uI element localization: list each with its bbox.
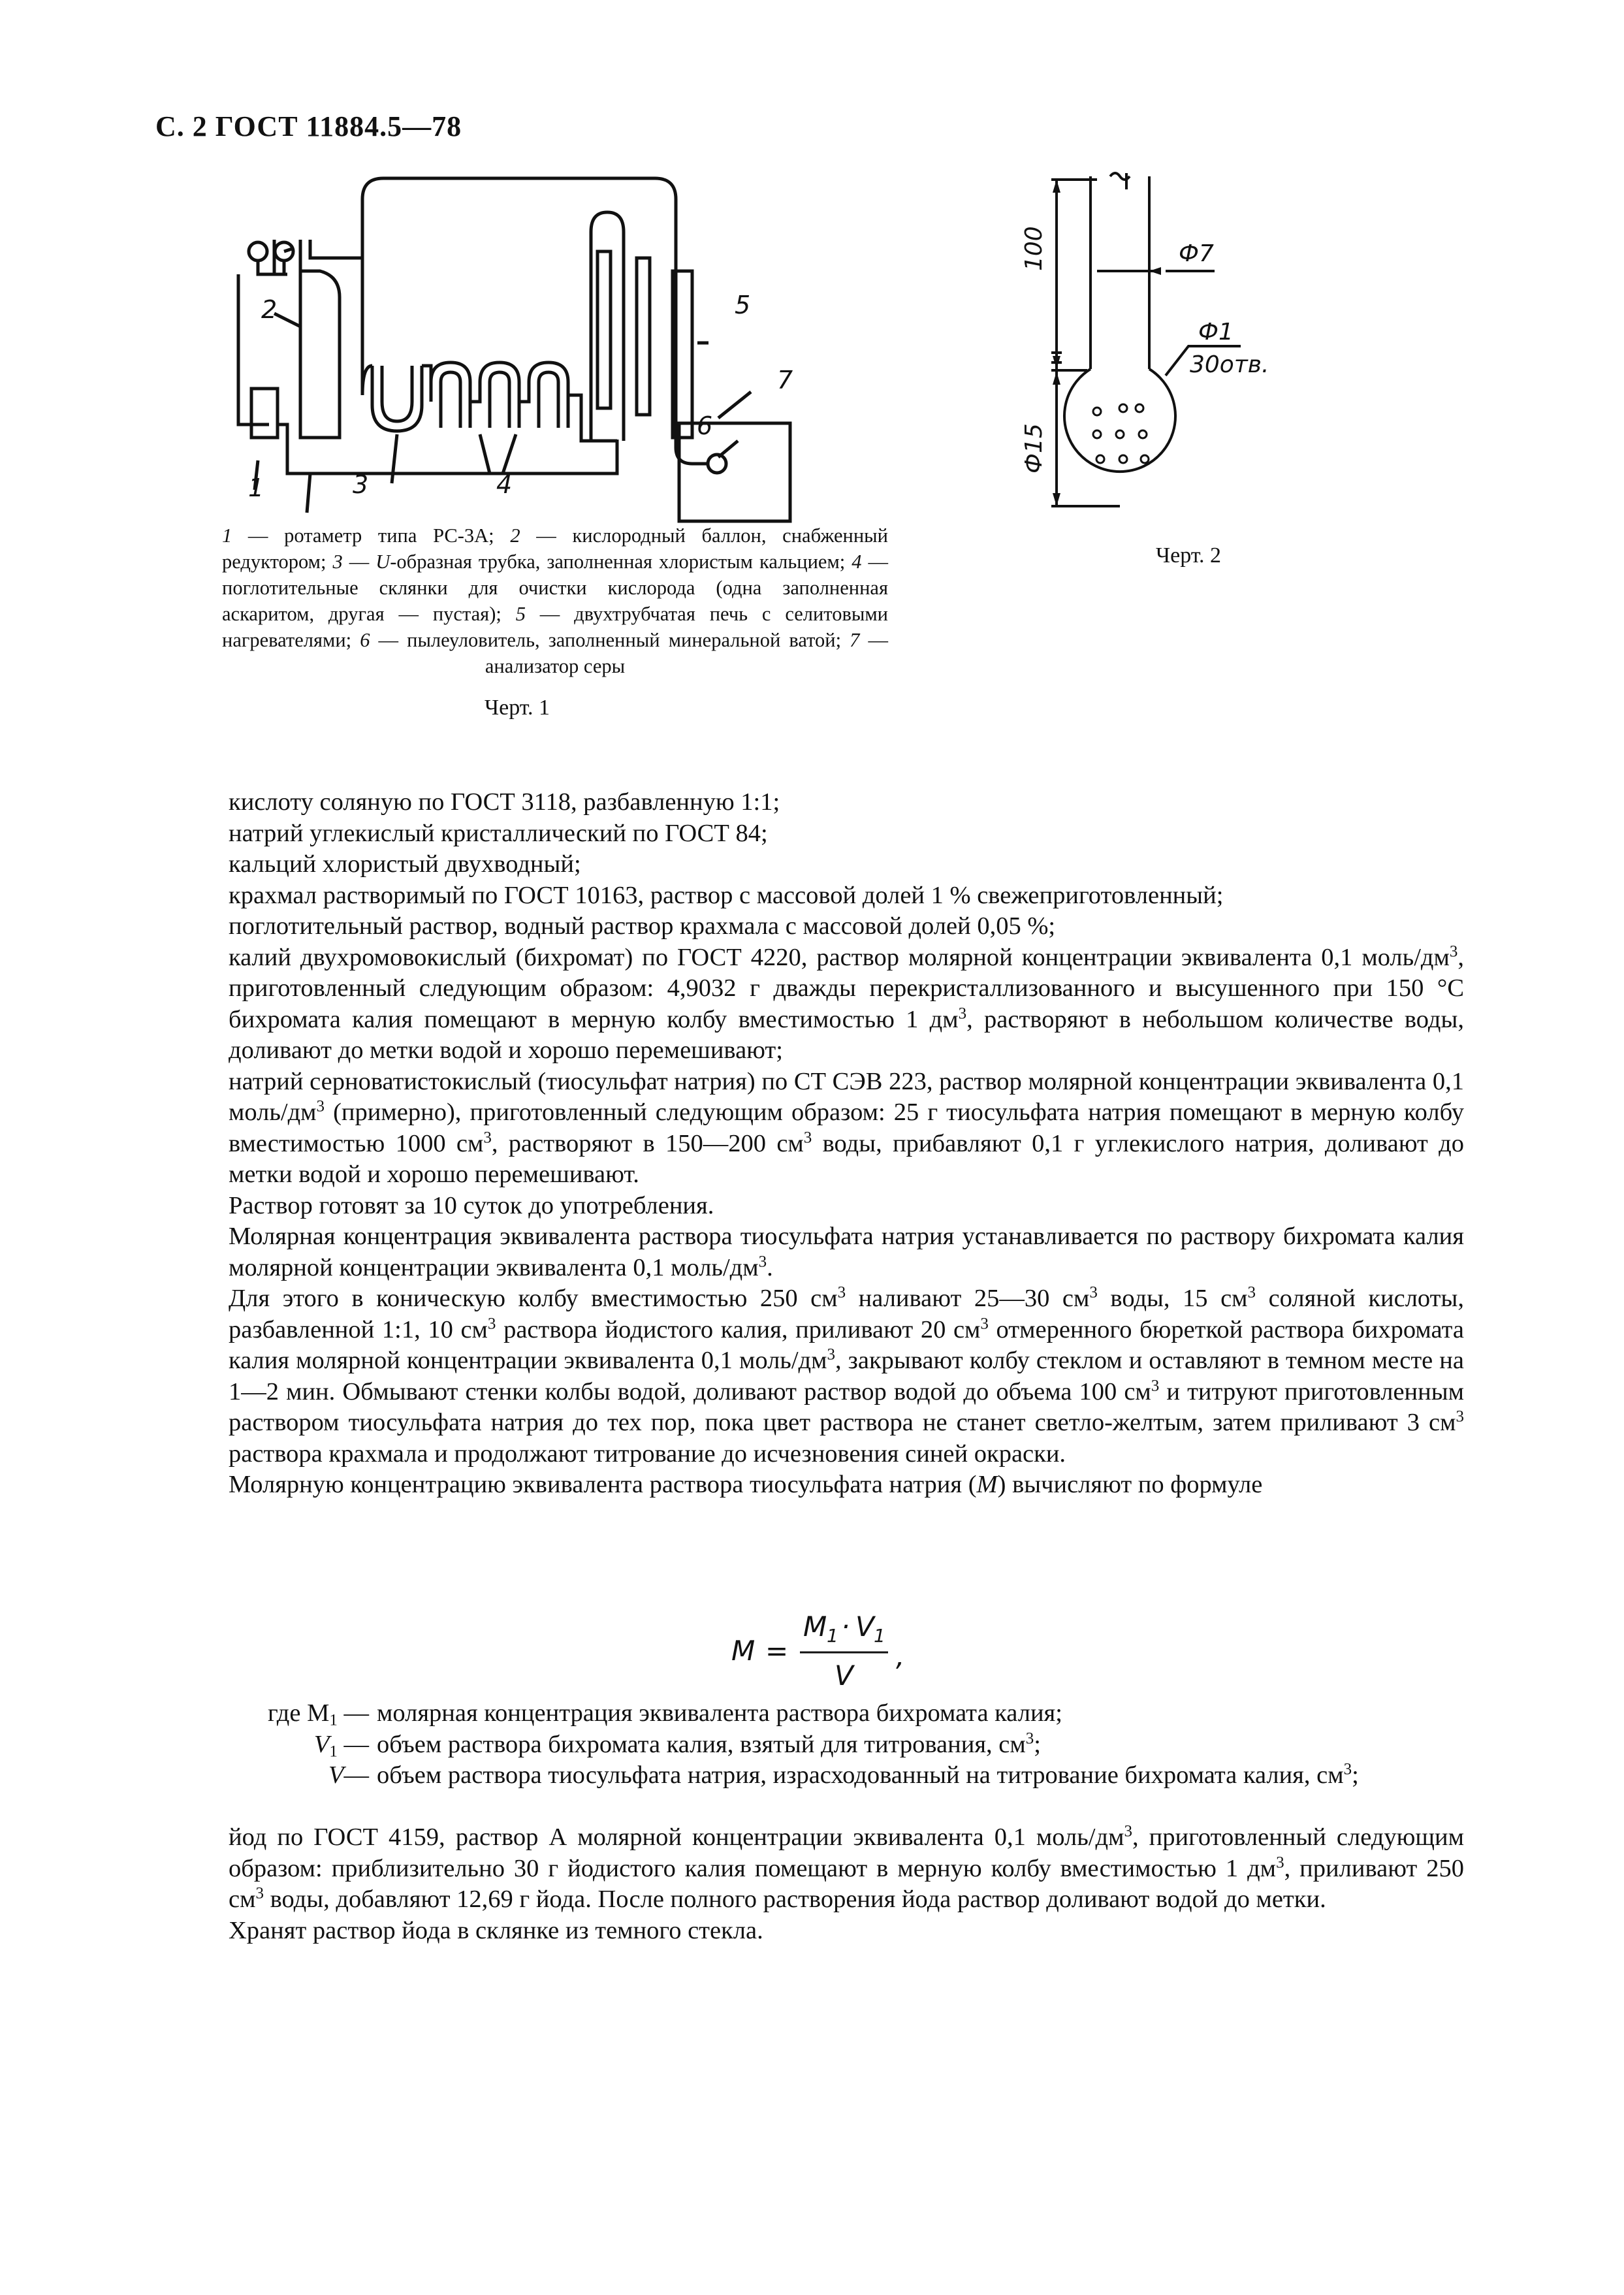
definition-row: где $M_1$ — молярная концентрация эквивалента раствора бихромата калия; [267, 1699, 1062, 1729]
figure-1-legend [222, 522, 888, 679]
legend-item-6: 6 — пылеуловитель, заполненный минеральной ватой; [360, 629, 850, 651]
legend-item-7: 7 — анализатор серы [485, 629, 889, 677]
fig2-length-label: 100 [1021, 226, 1047, 271]
formula-comma: , [896, 1640, 905, 1672]
legend-item-5: 5 — двухтрубчатая печь с селитовыми нагревателями; [222, 603, 889, 651]
fig2-hole-diameter-label: Ф1 [1198, 319, 1234, 345]
paragraph: Хранят раствор йода в склянке из темного стекла. [229, 1916, 763, 1944]
paragraph: кальций хлористый двухводный; [229, 850, 581, 878]
paragraph: натрий серноватистокислый (тиосульфат натрия) по СТ СЭВ 223, раствор молярной концентрации эквивалента 0,1 моль/$дм^3$ (примерно), приготовленный следующим образом: 25 г тиосульфата натрия помещают в мерную колбу вместимостью 1000 $см^3$, растворяют в 150—200 $см^3$ воды, прибавляют 0,1 г углекислого натрия, доливают до метки водой и хорошо перемешивают. [229, 1067, 1464, 1188]
legend-item-2: 2 — кислородный баллон, снабженный редуктором; [222, 524, 888, 573]
formula-num-m: M [803, 1611, 827, 1643]
legend-item-4: 4 — поглотительные склянки для очистки кислорода (одна заполненная аскаритом, другая — пустая); [222, 551, 889, 625]
formula-den: V [835, 1660, 853, 1692]
figure-2-tube-drawing [1006, 167, 1293, 532]
fig1-label-6: 6 [697, 411, 713, 440]
fig1-label-2: 2 [261, 295, 278, 324]
formula-dot: · [841, 1611, 850, 1643]
paragraph: кислоту соляную по ГОСТ 3118, разбавленную 1:1; [229, 788, 780, 816]
formula-definitions [232, 1698, 1464, 1791]
paragraph: Молярную концентрацию эквивалента раствора тиосульфата натрия (M) вычисляют по формуле [229, 1471, 1263, 1498]
figure-2-caption: Черт. 2 [1156, 543, 1222, 568]
paragraph: йод по ГОСТ 4159, раствор А молярной концентрации эквивалента 0,1 моль/$дм^3$, приготовленный следующим образом: приблизительно 30 г йодистого калия помещают в мерную колбу вместимостью 1 $дм^3$, приливают 250 $см^3$ воды, добавляют 12,69 г йода. После полного растворения йода раствор доливают водой до метки. [229, 1822, 1465, 1913]
formula-equals: = [765, 1635, 789, 1667]
definition-row: V— объем раствора тиосульфата натрия, израсходованный на титрование бихромата калия, $см^3$; [328, 1760, 1359, 1789]
paragraph: Для этого в коническую колбу вместимостью 250 $см^3$ наливают 25—30 $см^3$ воды, 15 $см^3$ соляной кислоты, разбавленной 1:1, 10 $см^3$ раствора йодистого калия, приливают 20 $см^3$ отмеренного бюреткой раствора бихромата калия молярной концентрации эквивалента 0,1 моль/$дм^3$, закрывают колбу стеклом и оставляют в темном месте на 1—2 мин. Обмывают стенки колбы водой, доливают раствор водой до объема 100 $см^3$ и титруют приготовленным раствором тиосульфата натрия до тех пор, пока цвет раствора не станет светло-желтым, затем приливают 3 $см^3$ раствора крахмала и продолжают титрование до исчезновения синей окраски. [229, 1283, 1464, 1468]
paragraph: крахмал растворимый по ГОСТ 10163, раствор с массовой долей 1 % свежеприготовленный; [229, 881, 1224, 909]
paragraph: поглотительный раствор, водный раствор крахмала с массовой долей 0,05 %; [229, 912, 1056, 940]
fig1-label-4: 4 [496, 470, 513, 499]
formula-num-vsub: 1 [874, 1625, 885, 1646]
definition-row: $V_1$ — объем раствора бихромата калия, взятый для титрования, $см^3$; [313, 1729, 1041, 1760]
main-text [229, 787, 1464, 1501]
paragraph: Раствор готовят за 10 суток до употребления. [229, 1191, 714, 1219]
page-header: С. 2 ГОСТ 11884.5—78 [155, 110, 462, 142]
main-text-continued [229, 1822, 1464, 1946]
fig2-tube-diameter-label: Ф7 [1179, 240, 1214, 267]
formula-num-msub: 1 [827, 1625, 838, 1646]
fig2-bulb-diameter-label: Ф15 [1021, 423, 1047, 473]
formula [725, 1600, 960, 1698]
figure-1-apparatus-diagram [222, 167, 810, 506]
paragraph: Молярная концентрация эквивалента раствора тиосульфата натрия устанавливается по раствору бихромата калия молярной концентрации эквивалента 0,1 моль/$дм^3$. [229, 1223, 1464, 1281]
paragraph: калий двухромовокислый (бихромат) по ГОСТ 4220, раствор молярной концентрации эквивалента 0,1 моль/$дм^3$, приготовленный следующим образом: 4,9032 г дважды перекристаллизованного и высушенного при 150 °С бихромата калия помещают в мерную колбу вместимостью 1 $дм^3$, растворяют в небольшом количестве воды, доливают до метки водой и хорошо перемешивают; [229, 942, 1464, 1064]
legend-item-1: 1 — ротаметр типа РС-3А; [222, 524, 511, 547]
fig1-label-1: 1 [248, 473, 264, 502]
fig1-label-3: 3 [353, 470, 369, 499]
formula-num-v: V [855, 1611, 874, 1643]
figure-1-caption: Черт. 1 [485, 696, 550, 720]
paragraph: натрий углекислый кристаллический по ГОСТ 84; [229, 819, 768, 847]
fig1-label-5: 5 [735, 291, 751, 319]
legend-item-3: 3 — U-образная трубка, заполненная хлористым кальцием; [332, 551, 852, 573]
fig1-label-7: 7 [777, 366, 793, 394]
fig2-holes-count-label: 30отв. [1190, 351, 1269, 378]
formula-lhs: M [731, 1635, 756, 1667]
